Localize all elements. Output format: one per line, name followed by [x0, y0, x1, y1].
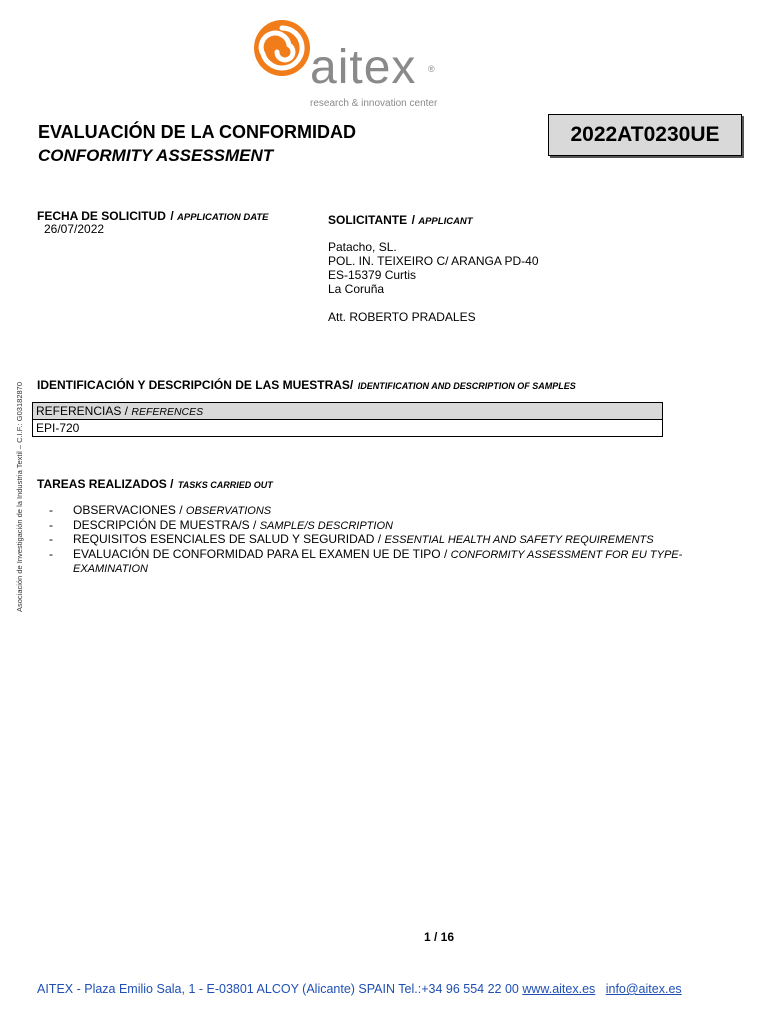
applicant-line: La Coruña — [328, 282, 385, 296]
task-item: - EVALUACIÓN DE CONFORMIDAD PARA EL EXAMEN UE DE TIPO / CONFORMITY ASSESSMENT FOR EU TYPE-EXAMINATION — [49, 546, 683, 575]
logo-brand-text: aitex — [310, 41, 417, 94]
applicant-line: ES-15379 Curtis — [328, 268, 417, 282]
application-date-section: FECHA DE SOLICITUD / APPLICATION DATE — [37, 209, 269, 223]
references-label-en: REFERENCES — [131, 406, 204, 418]
tasks-list — [49, 504, 739, 577]
page-subtitle: CONFORMITY ASSESSMENT — [38, 146, 274, 165]
footer-email-link[interactable]: info@aitex.es — [605, 982, 682, 996]
footer — [37, 982, 682, 996]
tasks-list-container — [49, 504, 739, 577]
applicant-line: Patacho, SL. — [328, 240, 397, 254]
sidebar-legal-text: Asociación de Investigación de la Industria Textil – C.I.F.: G03182870 — [15, 382, 24, 612]
samples-heading-es: IDENTIFICACIÓN Y DESCRIPCIÓN DE LAS MUESTRAS/ — [37, 378, 354, 392]
references-table — [32, 402, 663, 437]
logo-registered-mark: ® — [428, 64, 435, 74]
references-value: EPI-720 — [36, 421, 80, 435]
page-title: EVALUACIÓN DE LA CONFORMIDAD — [38, 122, 356, 142]
tasks-heading-es: TAREAS REALIZADOS / — [37, 477, 174, 491]
applicant-label: SOLICITANTE — [328, 213, 408, 227]
task-item: - OBSERVACIONES / OBSERVATIONS — [49, 503, 272, 517]
applicant-attention: Att. ROBERTO PRADALES — [328, 310, 476, 324]
tasks-heading-en: TASKS CARRIED OUT — [177, 480, 273, 490]
samples-heading-en: IDENTIFICATION AND DESCRIPTION OF SAMPLES — [357, 381, 576, 391]
applicant-section-heading: SOLICITANTE / APPLICANT — [328, 213, 473, 227]
applicant-line: POL. IN. TEIXEIRO C/ ARANGA PD-40 — [328, 254, 539, 268]
application-date-label: FECHA DE SOLICITUD — [37, 209, 166, 223]
aitex-logo — [252, 18, 442, 112]
footer-website-link[interactable]: www.aitex.es — [522, 982, 596, 996]
application-date-value: 26/07/2022 — [44, 222, 105, 236]
references-header — [33, 403, 662, 420]
task-item: - REQUISITOS ESENCIALES DE SALUD Y SEGURIDAD / ESSENTIAL HEALTH AND SAFETY REQUIREMENTS — [49, 532, 654, 546]
swirl-logo-icon — [252, 18, 312, 78]
application-date-label-en: APPLICATION DATE — [177, 212, 269, 223]
page-number: 1 / 16 — [424, 930, 455, 944]
report-code: 2022AT0230UE — [570, 123, 720, 146]
logo-tagline: research & innovation center — [310, 98, 438, 109]
references-label: REFERENCIAS / — [36, 404, 129, 418]
task-item: - DESCRIPCIÓN DE MUESTRA/S / SAMPLE/S DESCRIPTION — [49, 517, 393, 532]
samples-heading — [37, 376, 576, 394]
tasks-heading — [37, 475, 273, 493]
report-code-box — [548, 114, 742, 156]
applicant-address — [328, 240, 539, 296]
footer-address: AITEX - Plaza Emilio Sala, 1 - E-03801 ALCOY (Alicante) SPAIN Tel.:+34 96 554 22 00 — [37, 982, 519, 996]
applicant-label-en: APPLICANT — [418, 216, 473, 227]
